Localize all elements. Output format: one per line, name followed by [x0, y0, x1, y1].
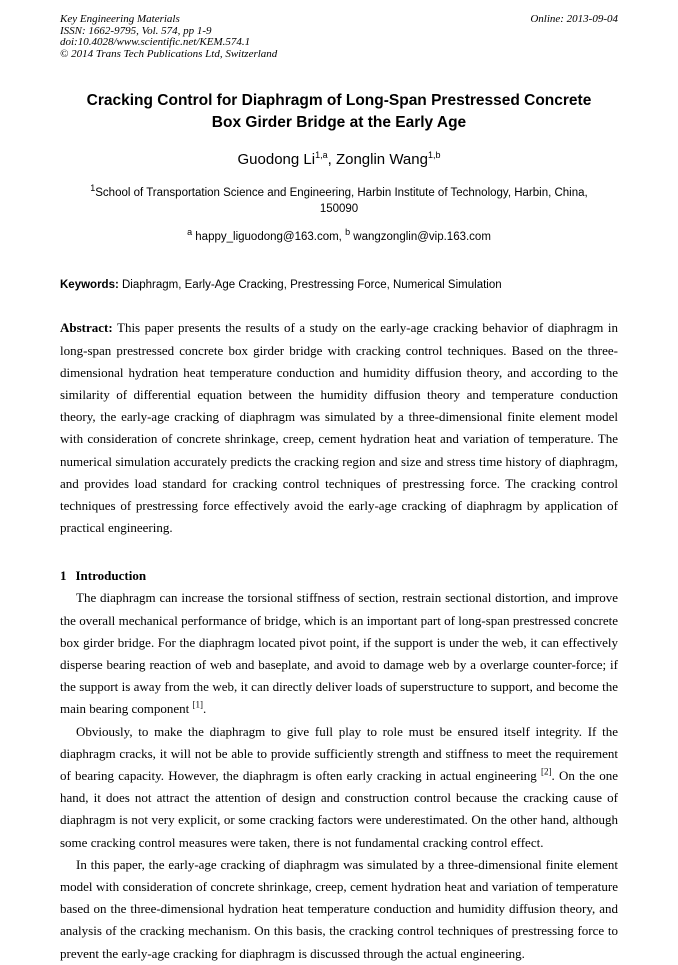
author-2-name: Zonglin Wang [335, 151, 428, 169]
email-b: wangzonglin@vip.163.com [350, 231, 491, 244]
intro-paragraph-1 [60, 587, 618, 720]
author-2-superscript: 1,b [427, 150, 441, 161]
citation-ref-2: [2] [541, 766, 552, 777]
intro-paragraph-2-pre: Obviously, to make the diaphragm to give full play to role must be ensured itself integrity. If the diaphragm cracks, it will not be able to provide sufficiently strength and stiffness to meet the requirement of bearing capacity. However, the diaphragm is often early cracking in actual engineering [60, 723, 618, 784]
journal-header-left [60, 14, 277, 60]
abstract [60, 317, 618, 539]
section-title: Introduction [75, 568, 147, 584]
journal-header [60, 14, 618, 60]
paper-title-line2: Box Girder Bridge at the Early Age [211, 114, 467, 132]
doi-line: doi:10.4028/www.scientific.net/KEM.574.1 [60, 36, 251, 49]
affiliation-line2: 150090 [319, 203, 359, 216]
authors-line [60, 149, 618, 171]
section-heading-introduction [60, 565, 618, 587]
intro-paragraph-2 [60, 721, 618, 854]
intro-paragraph-3-text: In this paper, the early-age cracking of diaphragm was simulated by a three-dimensional finite element model with consideration of concrete shrinkage, creep, cement hydration heat and variation of temperature based on the three-dimensional hydration heat temperature conduction and humidity diffusion theory, and analysis of the cracking mechanism. On this basis, the cracking control techniques of prestressing force to prevent the early-age cracking for diaphragm is discussed through the actual engineering. [60, 856, 618, 961]
journal-name: Key Engineering Materials [60, 13, 180, 25]
paper-title [60, 90, 618, 134]
issn-volume-line: ISSN: 1662-9795, Vol. 574, pp 1-9 [60, 24, 212, 37]
author-1-superscript: 1,a [315, 150, 328, 161]
citation-ref-1: [1] [192, 700, 203, 711]
abstract-text: This paper presents the results of a study on the early-age cracking behavior of diaphragm in long-span prestressed concrete box girder bridge with cracking control techniques. Based on the three-dimensional hydration heat temperature conduction and humidity diffusion theory, and according to the similarity of differential equation between the humidity diffusion theory and temperature conduction theory, the early-age cracking of diaphragm was simulated by a three-dimensional finite element model with consideration of concrete shrinkage, creep, cement hydration heat and variation of temperature. The numerical simulation accurately predicts the cracking region and size and stress time history of diaphragm, and provides load standard for cracking control techniques of prestressing force. The cracking control techniques of prestressing force effectively avoid the early-age cracking of diaphragm by application of practical engineering. [60, 320, 618, 536]
section-number: 1 [60, 568, 67, 584]
affiliation-superscript: 1 [90, 183, 96, 194]
intro-paragraph-2-post: . On the one hand, it does not attract the attention of design and construction control because the cracking cause of diaphragm is not very explicit, or some cracking factors were underestimated. On the other hand, although some cracking control measures were taken, there is not fundamental cracking control effect. [60, 768, 618, 850]
affiliation-text: School of Transportation Science and Engineering, Harbin Institute of Technology, Harbin, China, [95, 187, 588, 200]
paper-title-line1: Cracking Control for Diaphragm of Long-Span Prestressed Concrete [86, 92, 592, 110]
intro-paragraph-1-text: The diaphragm can increase the torsional stiffness of section, restrain sectional distortion, and improve the overall mechanical performance of bridge, which is an important part of long-span prestressed concrete box girder bridge. For the diaphragm located pivot point, if the support is under the web, it can effectively disperse bearing reaction of web and baseplate, and avoid to damage web by a overlarge counter-force; if the support is away from the web, it can directly deliver loads of superstructure to support, and become the main bearing component [60, 590, 618, 717]
abstract-label: Abstract: [60, 320, 113, 336]
keywords-text: Diaphragm, Early-Age Cracking, Prestressing Force, Numerical Simulation [118, 279, 502, 292]
author-separator: , [327, 151, 336, 169]
email-a: happy_liguodong@163.com, [192, 231, 346, 244]
intro-paragraph-3 [60, 854, 618, 965]
copyright-line: © 2014 Trans Tech Publications Ltd, Switzerland [60, 47, 278, 60]
online-date: Online: 2013-09-04 [530, 13, 618, 25]
affiliation [60, 185, 618, 217]
author-emails [60, 229, 618, 245]
author-1-name: Guodong Li [237, 151, 316, 169]
affiliation-line1 [60, 185, 618, 201]
email-a-superscript: a [187, 227, 193, 238]
intro-paragraph-1-end: . [203, 701, 207, 717]
keywords-line [60, 277, 618, 293]
email-b-superscript: b [345, 227, 351, 238]
keywords-label: Keywords: [60, 279, 119, 292]
